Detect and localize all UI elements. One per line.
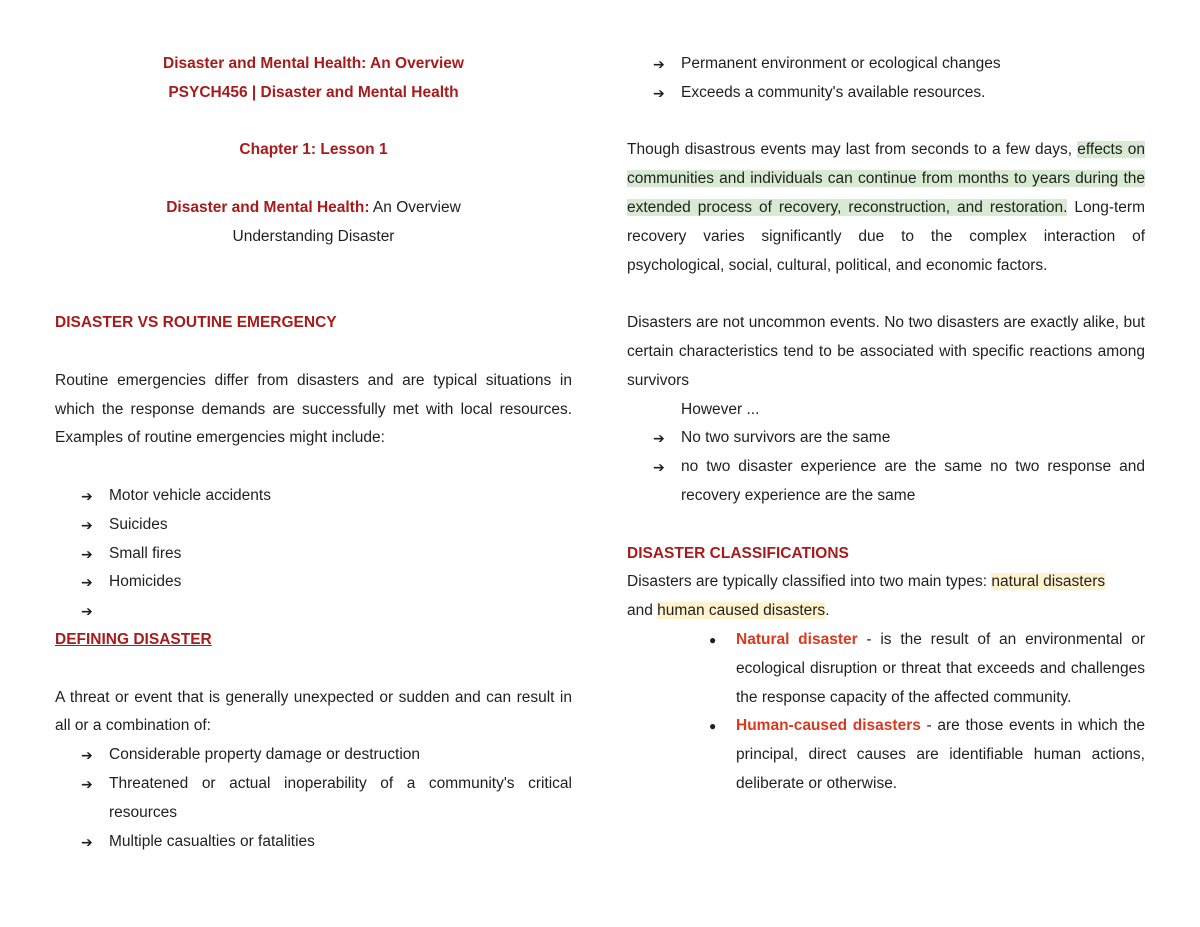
right-arrow-icon: ➔ xyxy=(81,775,93,792)
document-title: Disaster and Mental Health: An Overview xyxy=(163,55,464,72)
highlighted-text: human caused disasters xyxy=(657,602,826,620)
routine-emergency-heading: DISASTER VS ROUTINE EMERGENCY xyxy=(55,314,337,332)
human-caused-disaster-term: Human-caused disasters xyxy=(736,717,921,735)
list-item: ➔ Threatened or actual inoperability of a community's critical resources xyxy=(55,770,572,828)
right-arrow-icon: ➔ xyxy=(81,487,93,504)
highlighted-text: effects on communities and individuals can continue from months to years during the extended process of recovery, reconstruction, and restoration. xyxy=(627,141,1145,216)
list-item: ➔ Multiple casualties or fatalities xyxy=(55,828,572,857)
right-arrow-icon: ➔ xyxy=(653,459,665,476)
left-column xyxy=(55,50,572,856)
right-column xyxy=(627,50,1145,799)
right-arrow-icon: ➔ xyxy=(653,430,665,447)
right-arrow-icon: ➔ xyxy=(81,516,93,533)
list-item: ● Natural disaster - is the result of an environmental or ecological disruption or threat that exceeds and challenges the response capacity of the affected community. xyxy=(627,626,1145,712)
overview-subtitle-bold: Disaster and Mental Health: xyxy=(166,198,370,216)
list-item: ➔ Considerable property damage or destruction xyxy=(55,741,572,770)
list-item: ➔ Small fires xyxy=(55,540,572,569)
chapter-heading: Chapter 1: Lesson 1 xyxy=(239,141,388,159)
however-text: However ... xyxy=(681,400,760,418)
overview-subtitle xyxy=(55,194,572,223)
list-item: ➔ Exceeds a community's available resources. xyxy=(627,79,1145,108)
classifications-paragraph: Disasters are typically classified into two main types: natural disasters and human caused disasters. xyxy=(627,573,1106,620)
routine-emergency-paragraph: Routine emergencies differ from disasters and are typical situations in which the response demands are successfully met with local resources. Examples of routine emergencies might include: xyxy=(55,371,572,447)
list-item: ● Human-caused disasters - are those events in which the principal, direct causes are identifiable human actions, deliberate or otherwise. xyxy=(627,712,1145,798)
right-arrow-icon: ➔ xyxy=(81,603,93,620)
defining-disaster-paragraph: A threat or event that is generally unexpected or sudden and can result in all or a combination of: xyxy=(55,688,572,735)
understanding-subtitle: Understanding Disaster xyxy=(232,227,395,245)
list-item: ➔ Motor vehicle accidents xyxy=(55,482,572,511)
list-item xyxy=(55,597,572,626)
list-item: ➔ Homicides xyxy=(55,568,572,597)
right-arrow-icon: ➔ xyxy=(81,747,93,764)
list-item: ➔ no two disaster experience are the same no two response and recovery experience are the same xyxy=(627,453,1145,511)
filled-circle-icon: ● xyxy=(709,632,717,647)
overview-subtitle-rest: An Overview xyxy=(369,198,461,216)
defining-disaster-heading: DEFINING DISASTER xyxy=(55,630,212,648)
right-arrow-icon: ➔ xyxy=(653,56,665,72)
list-item: ➔ Suicides xyxy=(55,511,572,540)
classifications-heading: DISASTER CLASSIFICATIONS xyxy=(627,544,849,562)
right-arrow-icon: ➔ xyxy=(81,833,93,850)
right-arrow-icon: ➔ xyxy=(81,545,93,562)
natural-disaster-term: Natural disaster xyxy=(736,630,858,648)
highlighted-text: natural disasters xyxy=(991,573,1106,591)
list-item: ➔ No two survivors are the same xyxy=(627,424,1145,453)
list-item: ➔ Permanent environment or ecological changes xyxy=(627,50,1145,79)
right-arrow-icon: ➔ xyxy=(81,574,93,591)
filled-circle-icon: ● xyxy=(709,719,717,734)
uncommon-events-paragraph: Disasters are not uncommon events. No two disasters are exactly alike, but certain characteristics tend to be associated with specific reactions among survivors xyxy=(627,314,1145,389)
right-arrow-icon: ➔ xyxy=(653,84,665,101)
recovery-paragraph: Though disastrous events may last from seconds to a few days, effects on communities and individuals can continue from months to years during the extended process of recovery, reconstruction, and restoration. Long-term recovery varies significantly due to the complex interaction of psychological, social, cultural, political, and economic factors. xyxy=(627,141,1145,274)
course-title: PSYCH456 | Disaster and Mental Health xyxy=(168,83,459,101)
